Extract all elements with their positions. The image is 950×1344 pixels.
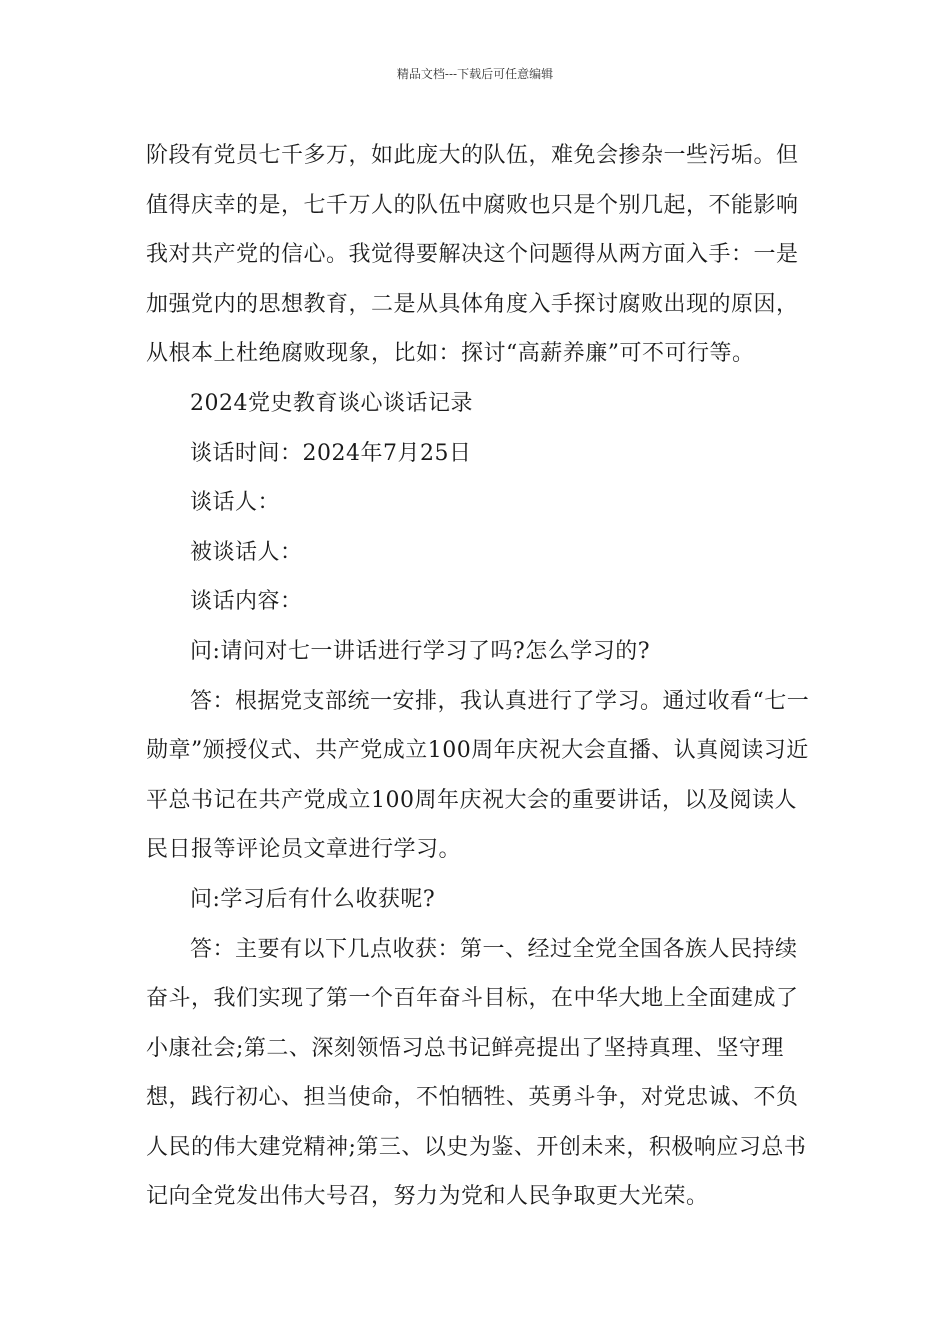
question-1: 问:请问对七一讲话进行学习了吗?怎么学习的? <box>190 638 651 664</box>
page-header: 精品文档---下载后可任意编辑 <box>396 67 554 81</box>
talk-content-label: 谈话内容： <box>190 589 303 615</box>
paragraph-continuation: 阶段有党员七千多万，如此庞大的队伍，难免会掺杂一些污垢。但值得庆幸的是，七千万人的队伍中腐败也只是个别几起，不能影响我对共产党的信心。我觉得要解决这个问题得从两方面入手：一是加强党内的思想教育，二是从具体角度入手探讨腐败出现的原因，从根本上杜绝腐败现象，比如：探讨“高薪养廉”可不可行等。 <box>146 143 799 367</box>
interviewee: 被谈话人： <box>190 539 303 565</box>
answer-1: 答：根据党支部统一安排，我认真进行了学习。通过收看“七一勋章”颁授仪式、共产党成立100周年庆祝大会直播、认真阅读习近平总书记在共产党成立100周年庆祝大会的重要讲话，以及阅读人民日报等评论员文章进行学习。 <box>146 688 810 863</box>
record-title: 2024党史教育谈心谈话记录 <box>190 390 473 416</box>
document-body <box>146 131 811 1222</box>
talker: 谈话人： <box>190 490 281 516</box>
question-2: 问:学习后有什么收获呢? <box>190 886 436 912</box>
talk-time: 谈话时间：2024年7月25日 <box>190 440 472 466</box>
answer-2: 答：主要有以下几点收获：第一、经过全党全国各族人民持续奋斗，我们实现了第一个百年奋斗目标，在中华大地上全面建成了小康社会;第二、深刻领悟习总书记鲜亮提出了坚持真理、坚守理想，践行初心、担当使命，不怕牺牲、英勇斗争，对党忠诚、不负人民的伟大建党精神;第三、以史为鉴、开创未来，积极响应习总书记向全党发出伟大号召，努力为党和人民争取更大光荣。 <box>146 936 807 1210</box>
